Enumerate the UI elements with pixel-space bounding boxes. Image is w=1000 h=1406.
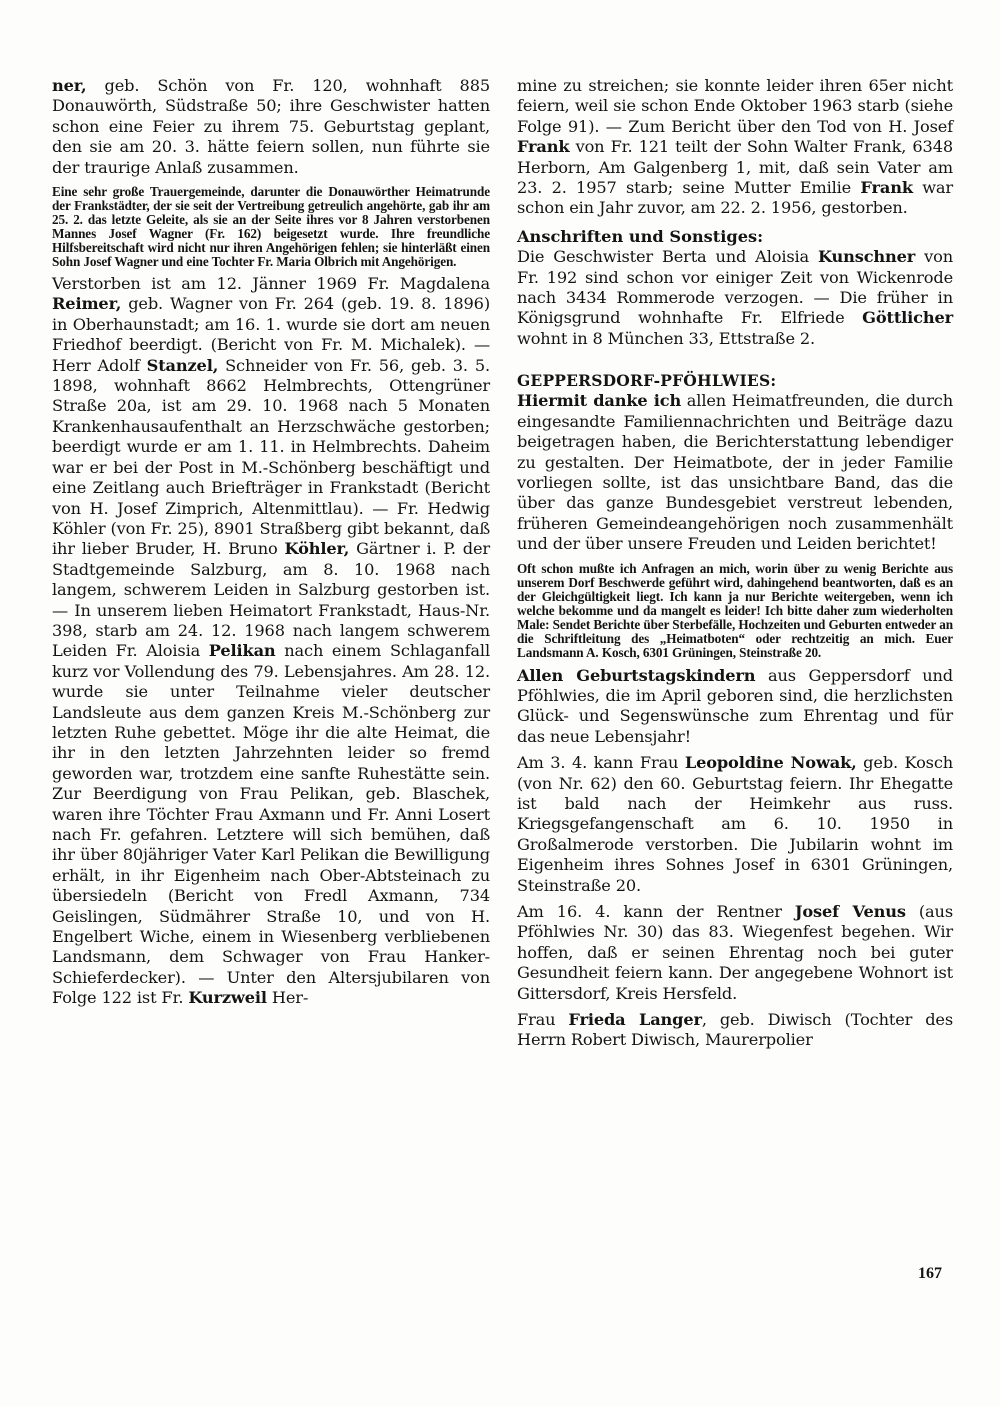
paragraph-text: aus Geppersdorf und Pföhlwies, die im April geboren sind, die herzlichsten Glück- und Segenswünsche zum Ehrentag und für das neue Lebensjahr! xyxy=(517,665,953,746)
paragraph-text: war schon ein Jahr zuvor, am 22. 2. 1956, gestorben. xyxy=(517,178,953,218)
bold-name: Stanzel, xyxy=(146,355,219,375)
paragraph-text: , geb. Diwisch (Tochter des Herrn Robert Diwisch, Maurerpolier xyxy=(517,1010,954,1050)
paragraph-text: (aus Pföhlwies Nr. 30) das 83. Wiegenfest begehen. Wir hoffen, daß er seinen Ehrentag noch bei guter Gesundheit feiern kann. Der angegebene Wohnort ist Gittersdorf, Kreis Hersfeld. xyxy=(517,902,953,1003)
bold-name: Leopoldine Nowak, xyxy=(684,753,857,773)
small-print-paragraph-appeal: Oft schon mußte ich Anfragen an mich, worin über zu wenig Berichte aus unserem Dorf Beschwerde geführt wird, dahingehend beantworten, daß es an der Gleichgültigkeit liegt. Ich kann ja nur Berichte weitergeben, wenn ich welche bekomme und da mangelt es leider! Ich bitte daher zum wiederholten Male: Sendet Berichte über Sterbefälle, Hochzeiten und Geburten entweder an die Schriftleitung des „Heimatboten“ oder rechtzeitig an mich. Euer Landsmann A. Kosch, 6301 Grüningen, Steinstraße 20. xyxy=(517,560,953,660)
bold-lead: Allen Geburtstagskindern xyxy=(517,665,756,685)
paragraph-langer xyxy=(517,1010,953,1051)
bold-name: Pelikan xyxy=(208,641,276,661)
paragraph-text: Schneider von Fr. 56, geb. 3. 5. 1898, wohnhaft 8662 Helmbrechts, Ottengrüner Straße 20a, ist am 29. 10. 1968 nach 5 Monaten Krankenhausaufenthalt an Herzschwäche gestorben; beerdigt wurde er am 1. 11. in Helmbrechts. Daheim war er bei der Post in M.-Schönberg beschäftigt und eine Zeitlang auch Briefträger in Frankstadt (Bericht von H. Josef Zimprich, Altenmittlau). — Fr. Hedwig Köhler (von Fr. 25), 8901 Straßberg gibt bekannt, daß ihr lieber Bruder, H. Bruno xyxy=(52,355,491,559)
paragraph-text: Frau xyxy=(517,1010,569,1030)
bold-name: Frank xyxy=(517,137,570,157)
bold-lead: Hiermit danke ich xyxy=(517,391,682,411)
paragraph-text: allen Heimatfreunden, die durch eingesandte Familiennachrichten und Beiträge dazu beigetragen haben, die Berichterstattung lebendiger zu gestalten. Der Heimatbote, der in jeder Familie vorliegen sollte, ist das unsichtbare Band, das die über das ganze Bundesgebiet verstreut lebenden, früheren Gemeindeangehörigen noch zusammenhält und der über unsere Freuden und Leiden berichtet! xyxy=(517,391,953,554)
paragraph-text: Verstorben ist am 12. Jänner 1969 Fr. Magdalena xyxy=(52,274,490,294)
page-number: 167 xyxy=(918,1265,942,1282)
paragraph-text: von Fr. 121 teilt der Sohn Walter Frank, 6348 Herborn, Am Galgenberg 1, mit, daß sein Vater am 23. 2. 1957 starb; seine Mutter Emilie xyxy=(517,137,953,198)
paragraph-birthday-greetings xyxy=(517,666,953,748)
paragraph-obituaries xyxy=(52,274,490,1009)
bold-name: Josef Venus xyxy=(794,902,906,921)
bold-name: Frieda Langer xyxy=(568,1010,702,1030)
bold-name: Göttlicher xyxy=(862,308,953,328)
paragraph-text: von Fr. 192 sind schon vor einiger Zeit von Wickenrode nach 3434 Rommerode verzogen. — Die früher in Königsgrund wohnhafte Fr. Elfriede xyxy=(517,247,953,328)
right-column xyxy=(517,76,953,1051)
paragraph-thanks xyxy=(517,391,953,554)
paragraph-venus xyxy=(517,902,953,1004)
paragraph-text: Her- xyxy=(266,988,309,1008)
section-heading-addresses: Anschriften und Sonstiges: xyxy=(517,226,764,246)
paragraph-addresses xyxy=(517,247,953,349)
bold-name: Kurzweil xyxy=(188,988,267,1008)
paragraph-text: Am 16. 4. kann der Rentner xyxy=(517,902,795,921)
paragraph-text: mine zu streichen; sie konnte leider ihren 65er nicht feiern, weil sie schon Ende Oktober 1963 starb (siehe Folge 91). — Zum Bericht über den Tod von H. Josef xyxy=(517,76,953,136)
bold-name: Reimer, xyxy=(52,294,122,314)
paragraph-text: wohnt in 8 München 33, Ettstraße 2. xyxy=(517,328,816,348)
left-column xyxy=(52,76,490,1009)
bold-name: Köhler, xyxy=(284,539,350,559)
small-print-paragraph-funeral: Eine sehr große Trauergemeinde, darunter die Donauwörther Heimatrunde der Frankstädter, der sie seit der Vertreibung getreulich angehörte, gab ihr am 25. 2. das letzte Geleite, als sie an der Seite ihres vor 8 Jahren verstorbenen Mannes Josef Wagner (Fr. 162) beigesetzt wurde. Ihre freundliche Hilfsbereitschaft wird nicht nur ihren Angehörigen fehlen; sie hinterläßt einen Sohn Josef Wagner und eine Tochter Fr. Maria Olbrich mit Angehörigen. xyxy=(52,184,490,270)
paragraph-obituary-continued xyxy=(52,76,490,178)
paragraph-text: Die Geschwister Berta und Aloisia xyxy=(517,247,818,267)
paragraph-text: Gärtner i. P. der Stadtgemeinde Salzburg, am 8. 10. 1968 nach langem, schwerem Leiden in Salzburg gestorben ist. — In unserem lieben Heimatort Frankstadt, Haus-Nr. 398, starb am 24. 12. 1968 nach langem schwerem Leiden Fr. Aloisia xyxy=(52,539,490,661)
paragraph-text: geb. Schön von Fr. 120, wohnhaft 885 Donauwörth, Südstraße 50; ihre Geschwister hatten schon eine Feier zu ihrem 75. Geburtstag geplant, den sie am 20. 3. hätte feiern sollen, nun führte sie der traurige Anlaß zusammen. xyxy=(52,76,490,177)
bold-name: Frank xyxy=(860,178,913,198)
paragraph-nowak xyxy=(517,753,953,896)
bold-name: ner, xyxy=(52,76,87,95)
section-heading-geppersdorf: GEPPERSDORF-PFÖHLWIES: xyxy=(517,371,777,391)
paragraph-text: Am 3. 4. kann Frau xyxy=(517,753,685,773)
bold-name: Kunschner xyxy=(817,247,916,267)
paragraph-text: nach einem Schlaganfall kurz vor Vollendung des 79. Lebensjahres. Am 28. 12. wurde sie unter Teilnahme vieler deutscher Landsleute aus dem ganzen Kreis M.-Schönberg zur letzten Ruhe gebettet. Möge ihr die alte Heimat, die ihr in den letzten Jahrzehnten leider so fremd geworden war, trotzdem eine sanfte Ruhestätte sein. Zur Beerdigung von Frau Pelikan, geb. Blaschek, waren ihre Töchter Frau Axmann und Fr. Anni Losert nach Fr. gefahren. Letztere will sich bemühen, daß ihr über 80jähriger Vater Karl Pelikan die Bewilligung erhält, in ihr Eigenheim nach Ober-Abtsteinach zu übersiedeln (Bericht von Fredl Axmann, 734 Geislingen, Südmährer Straße 10, und von H. Engelbert Wiche, einem in Wiesenberg verbliebenen Landsmann, dem Schwager von Frau Hanker-Schieferdecker). — Unter den Altersjubilaren von Folge 122 ist Fr. xyxy=(52,641,490,1008)
paragraph-text: geb. Kosch (von Nr. 62) den 60. Geburtstag feiern. Ihr Ehegatte ist bald nach der Heimkehr aus russ. Kriegsgefangenschaft am 6. 10. 1950 in Großalmerode verstorben. Die Jubilarin wohnt im Eigenheim ihres Sohnes Josef in 6301 Grüningen, Steinstraße 20. xyxy=(517,753,954,895)
paragraph-text: geb. Wagner von Fr. 264 (geb. 19. 8. 1896) in Oberhaunstadt; am 16. 1. wurde sie dort am neuen Friedhof beerdigt. (Bericht von Fr. M. Michalek). — Herr Adolf xyxy=(52,294,490,375)
paragraph-frank-report xyxy=(517,76,953,219)
